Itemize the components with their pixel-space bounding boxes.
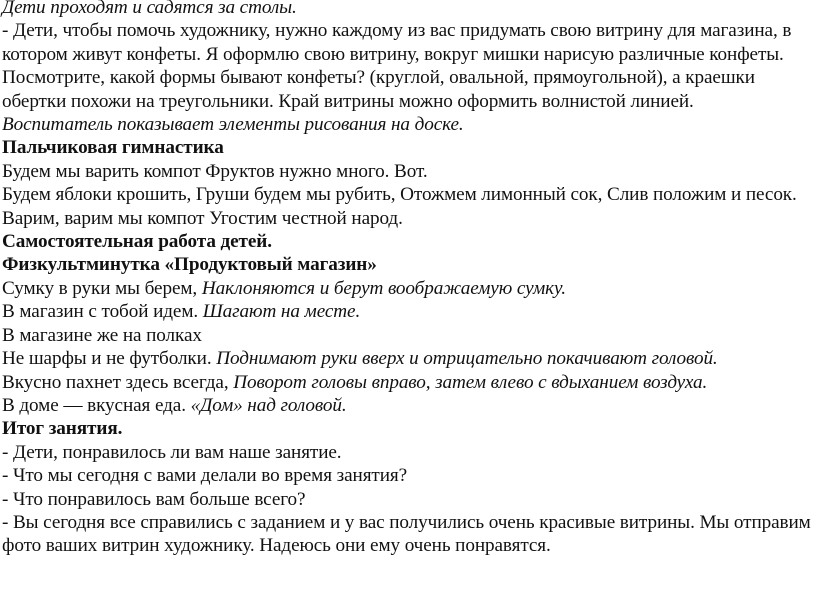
phys-minute-line: [2, 371, 814, 394]
finger-gym-line: Будем мы варить компот Фруктов нужно много. Вот.: [2, 160, 428, 182]
summary-question: - Что мы сегодня с вами делали во время занятия?: [2, 465, 408, 487]
phys-minute-heading: Физкультминутка «Продуктовый магазин»: [2, 254, 377, 276]
verse-text: Не шарфы и не футболки.: [2, 348, 217, 370]
phys-minute-line: [2, 394, 814, 417]
document-page: [2, 0, 814, 558]
verse-text: В доме — вкусная еда.: [2, 394, 191, 416]
phys-minute-line: [2, 324, 814, 347]
stage-direction-text: Дети проходят и садятся за столы.: [2, 0, 297, 18]
action-text: Наклоняются и берут воображаемую сумку.: [201, 277, 566, 299]
action-text: Шагают на месте.: [202, 301, 361, 323]
phys-minute-line: [2, 347, 814, 370]
board-note-text: Воспитатель показывает элементы рисования на доске.: [2, 114, 464, 136]
summary-heading: Итог занятия.: [2, 418, 123, 440]
finger-gym-line: Будем яблоки крошить, Груши будем мы рубить, Отожмем лимонный сок, Слив положим и песок. Варим, варим мы компот Угостим честной народ.: [2, 184, 797, 229]
summary-question: - Что понравилось вам больше всего?: [2, 488, 306, 510]
independent-work-heading: Самостоятельная работа детей.: [2, 231, 272, 253]
verse-text: В магазине же на полках: [2, 324, 202, 346]
teacher-speech-paragraph: - Дети, чтобы помочь художнику, нужно каждому из вас придумать свою витрину для магазина, в котором живут конфеты. Я оформлю свою витрину, вокруг мишки нарисую различные конфеты. Посмотрите, какой формы бывают конфеты? (круглой, овальной, прямоугольной), а краешки обертки похожи на треугольники. Край витрины можно оформить волнистой линией.: [2, 20, 792, 112]
summary-closing-paragraph: - Вы сегодня все справились с заданием и у вас получились очень красивые витрины. Мы отправим фото ваших витрин художнику. Надеюсь они ему очень понравятся.: [2, 511, 811, 557]
phys-minute-line: [2, 300, 814, 323]
summary-question: - Дети, понравилось ли вам наше занятие.: [2, 441, 342, 463]
finger-gym-heading: Пальчиковая гимнастика: [2, 137, 224, 159]
verse-text: Сумку в руки мы берем,: [2, 277, 202, 299]
action-text: Поднимают руки вверх и отрицательно покачивают головой.: [216, 348, 718, 370]
action-text: Поворот головы вправо, затем влево с вдыханием воздуха.: [233, 371, 708, 393]
verse-text: Вкусно пахнет здесь всегда,: [2, 371, 234, 393]
action-text: «Дом» над головой.: [190, 394, 347, 416]
verse-text: В магазин с тобой идем.: [2, 301, 203, 323]
phys-minute-line: [2, 277, 814, 300]
